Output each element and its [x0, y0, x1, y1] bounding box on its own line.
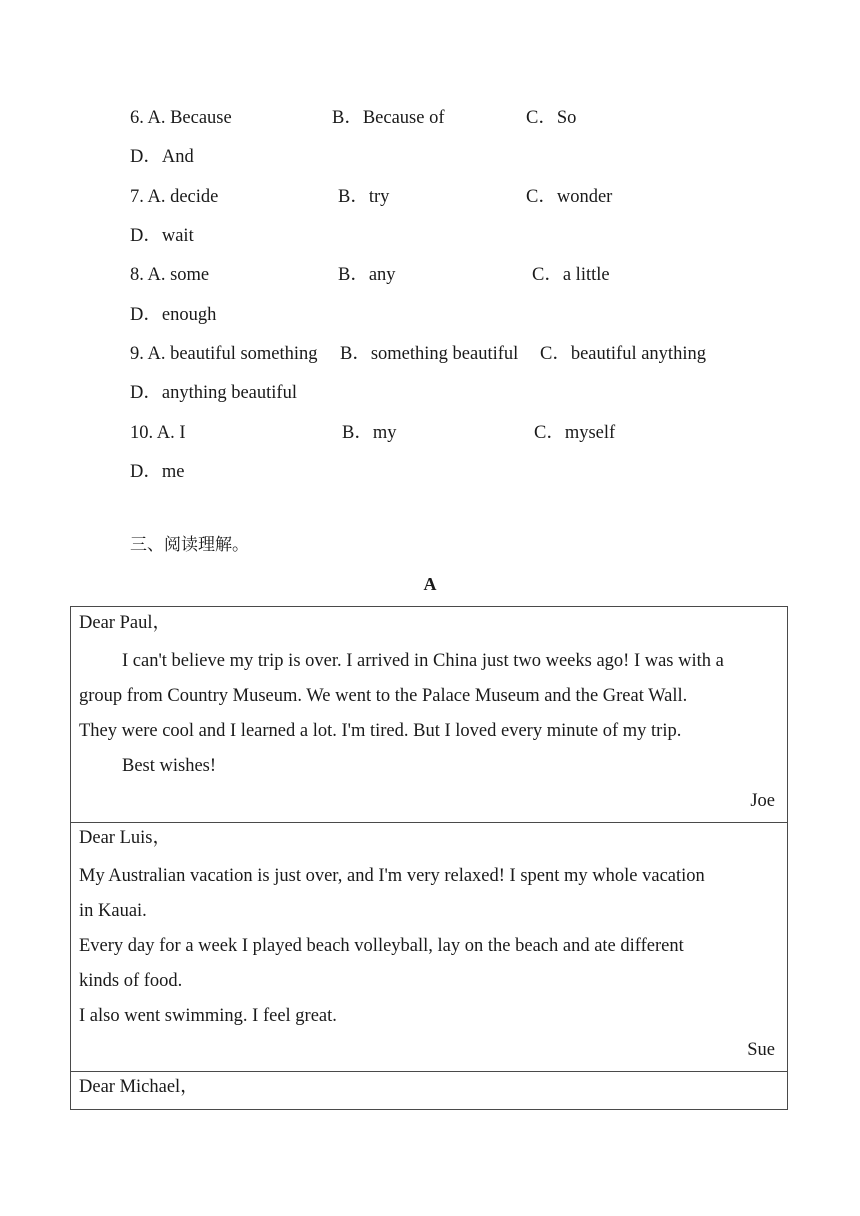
letter-2-signature: Sue: [747, 1040, 775, 1060]
q8-option-d: D．enough: [130, 305, 217, 325]
row-divider: [71, 822, 787, 823]
letter-2-line-1: My Australian vacation is just over, and I'm very relaxed! I spent my whole vacation: [79, 866, 705, 886]
passage-letter: A: [423, 574, 437, 594]
letter-2-line-2: in Kauai.: [79, 901, 147, 921]
q6-option-b: B．Because of: [332, 108, 445, 128]
section-heading: 三、阅读理解。: [130, 535, 249, 555]
letter-3-greeting: Dear Michael，: [79, 1077, 199, 1097]
letter-2-line-3: Every day for a week I played beach volleyball, lay on the beach and ate different: [79, 936, 684, 956]
q6-option-c: C．So: [526, 108, 577, 128]
q9-option-a: 9. A. beautiful something: [130, 344, 318, 364]
q7-option-c: C．wonder: [526, 187, 613, 207]
q7-option-a: 7. A. decide: [130, 187, 219, 207]
q7-option-b: B．try: [338, 187, 390, 207]
letter-2-line-4: kinds of food.: [79, 971, 183, 991]
letter-1-line-1: I can't believe my trip is over. I arrived in China just two weeks ago! I was with a: [122, 651, 724, 671]
q6-option-a: 6. A. Because: [130, 108, 232, 128]
letter-1-closing: Best wishes!: [122, 756, 217, 776]
row-divider: [71, 1071, 787, 1072]
q8-option-b: B．any: [338, 265, 396, 285]
q10-option-c: C．myself: [534, 423, 616, 443]
q7-option-d: D．wait: [130, 226, 194, 246]
letter-1-signature: Joe: [750, 791, 775, 811]
q10-option-a: 10. A. I: [130, 423, 186, 443]
letter-1-greeting: Dear Paul，: [79, 613, 171, 633]
q6-option-d: D．And: [130, 147, 194, 167]
q10-option-b: B．my: [342, 423, 397, 443]
q8-option-c: C．a little: [532, 265, 610, 285]
letter-2-greeting: Dear Luis，: [79, 828, 171, 848]
q10-option-d: D．me: [130, 462, 185, 482]
q8-option-a: 8. A. some: [130, 265, 210, 285]
letters-table: [70, 606, 788, 1110]
letter-2-line-5: I also went swimming. I feel great.: [79, 1006, 337, 1026]
letter-1-line-2: group from Country Museum. We went to the Palace Museum and the Great Wall.: [79, 686, 688, 706]
letter-1-line-3: They were cool and I learned a lot. I'm tired. But I loved every minute of my trip.: [79, 721, 682, 741]
q9-option-d: D．anything beautiful: [130, 383, 297, 403]
q9-option-b: B．something beautiful: [340, 344, 519, 364]
q9-option-c: C．beautiful anything: [540, 344, 706, 364]
